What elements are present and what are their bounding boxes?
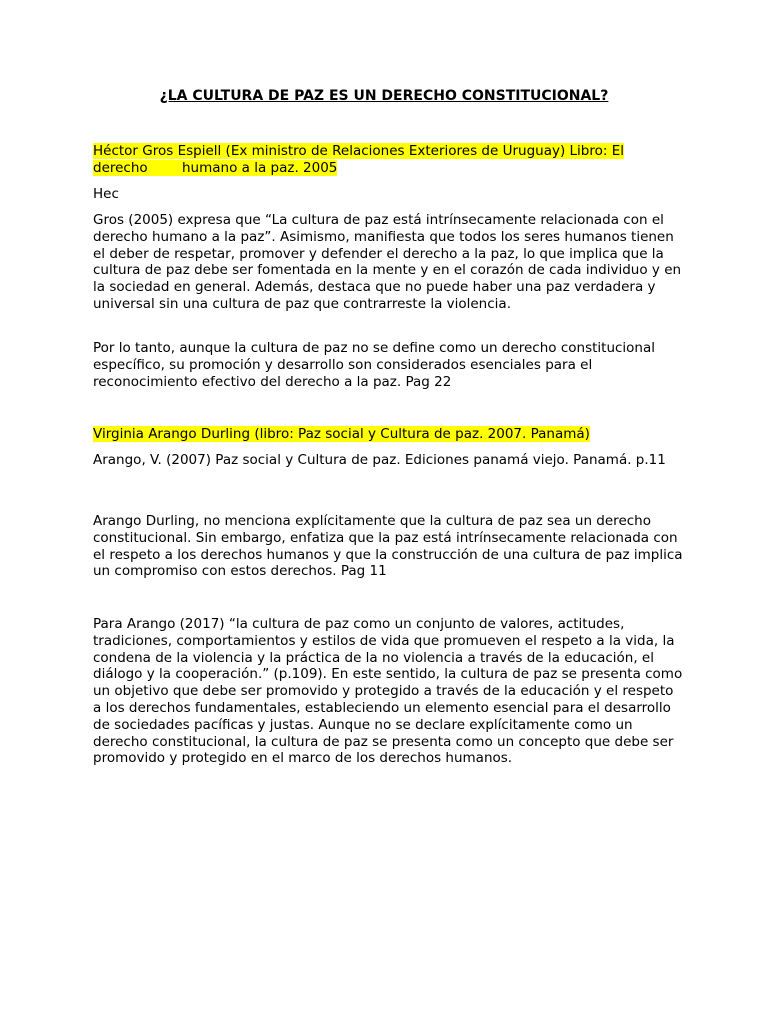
section2-heading xyxy=(93,426,683,443)
section2-paragraph2: Para Arango (2017) “la cultura de paz como un conjunto de valores, actitudes, tradiciones, comportamientos y estilos de vida que promueven el respeto a la vida, la condena de la violencia y la práctica de la no violencia a través de la educación, el diálogo y la cooperación.” (p.109). En este sentido, la cultura de paz se presenta como un objetivo que debe ser promovido y protegido a través de la educación y el respeto a los derechos fundamentales, estableciendo un elemento esencial para el desarrollo de sociedades pacíficas y justas. Aunque no se declare explícitamente como un derecho constitucional, la cultura de paz se presenta como un concepto que debe ser promovido y protegido en el marco de los derechos humanos. xyxy=(93,616,683,767)
section1-heading-line2: derecho humano a la paz. 2005 xyxy=(93,159,338,176)
document-title: ¿LA CULTURA DE PAZ ES UN DERECHO CONSTITUCIONAL? xyxy=(159,88,609,104)
section1-heading-line1: Héctor Gros Espiell (Ex ministro de Relaciones Exteriores de Uruguay) Libro: El xyxy=(93,143,624,159)
section1-stray-text: Hec xyxy=(93,186,119,202)
section1-heading xyxy=(93,143,683,177)
section1-paragraph2: Por lo tanto, aunque la cultura de paz no se define como un derecho constitucional específico, su promoción y desarrollo son considerados esenciales para el reconocimiento efectivo del derecho a la paz. Pag 22 xyxy=(93,340,656,390)
section2-citation: Arango, V. (2007) Paz social y Cultura de paz. Ediciones panamá viejo. Panamá. p.11 xyxy=(93,452,666,468)
section2-paragraph1: Arango Durling, no menciona explícitamente que la cultura de paz sea un derecho constitucional. Sin embargo, enfatiza que la paz está intrínsecamente relacionada con el respeto a los derechos humanos y que la construcción de una cultura de paz implica un compromiso con estos derechos. Pag 11 xyxy=(93,513,683,580)
section2-heading-text: Virginia Arango Durling (libro: Paz social y Cultura de paz. 2007. Panamá) xyxy=(93,426,590,442)
section1-paragraph1: Gros (2005) expresa que “La cultura de paz está intrínsecamente relacionada con el derecho humano a la paz”. Asimismo, manifiesta que todos los seres humanos tienen el deber de respetar, promover y defender el derecho a la paz, lo que implica que la cultura de paz debe ser fomentada en la mente y en el corazón de cada individuo y en la sociedad en general. Además, destaca que no puede haber una paz verdadera y universal sin una cultura de paz que contrarreste la violencia. xyxy=(93,212,682,312)
